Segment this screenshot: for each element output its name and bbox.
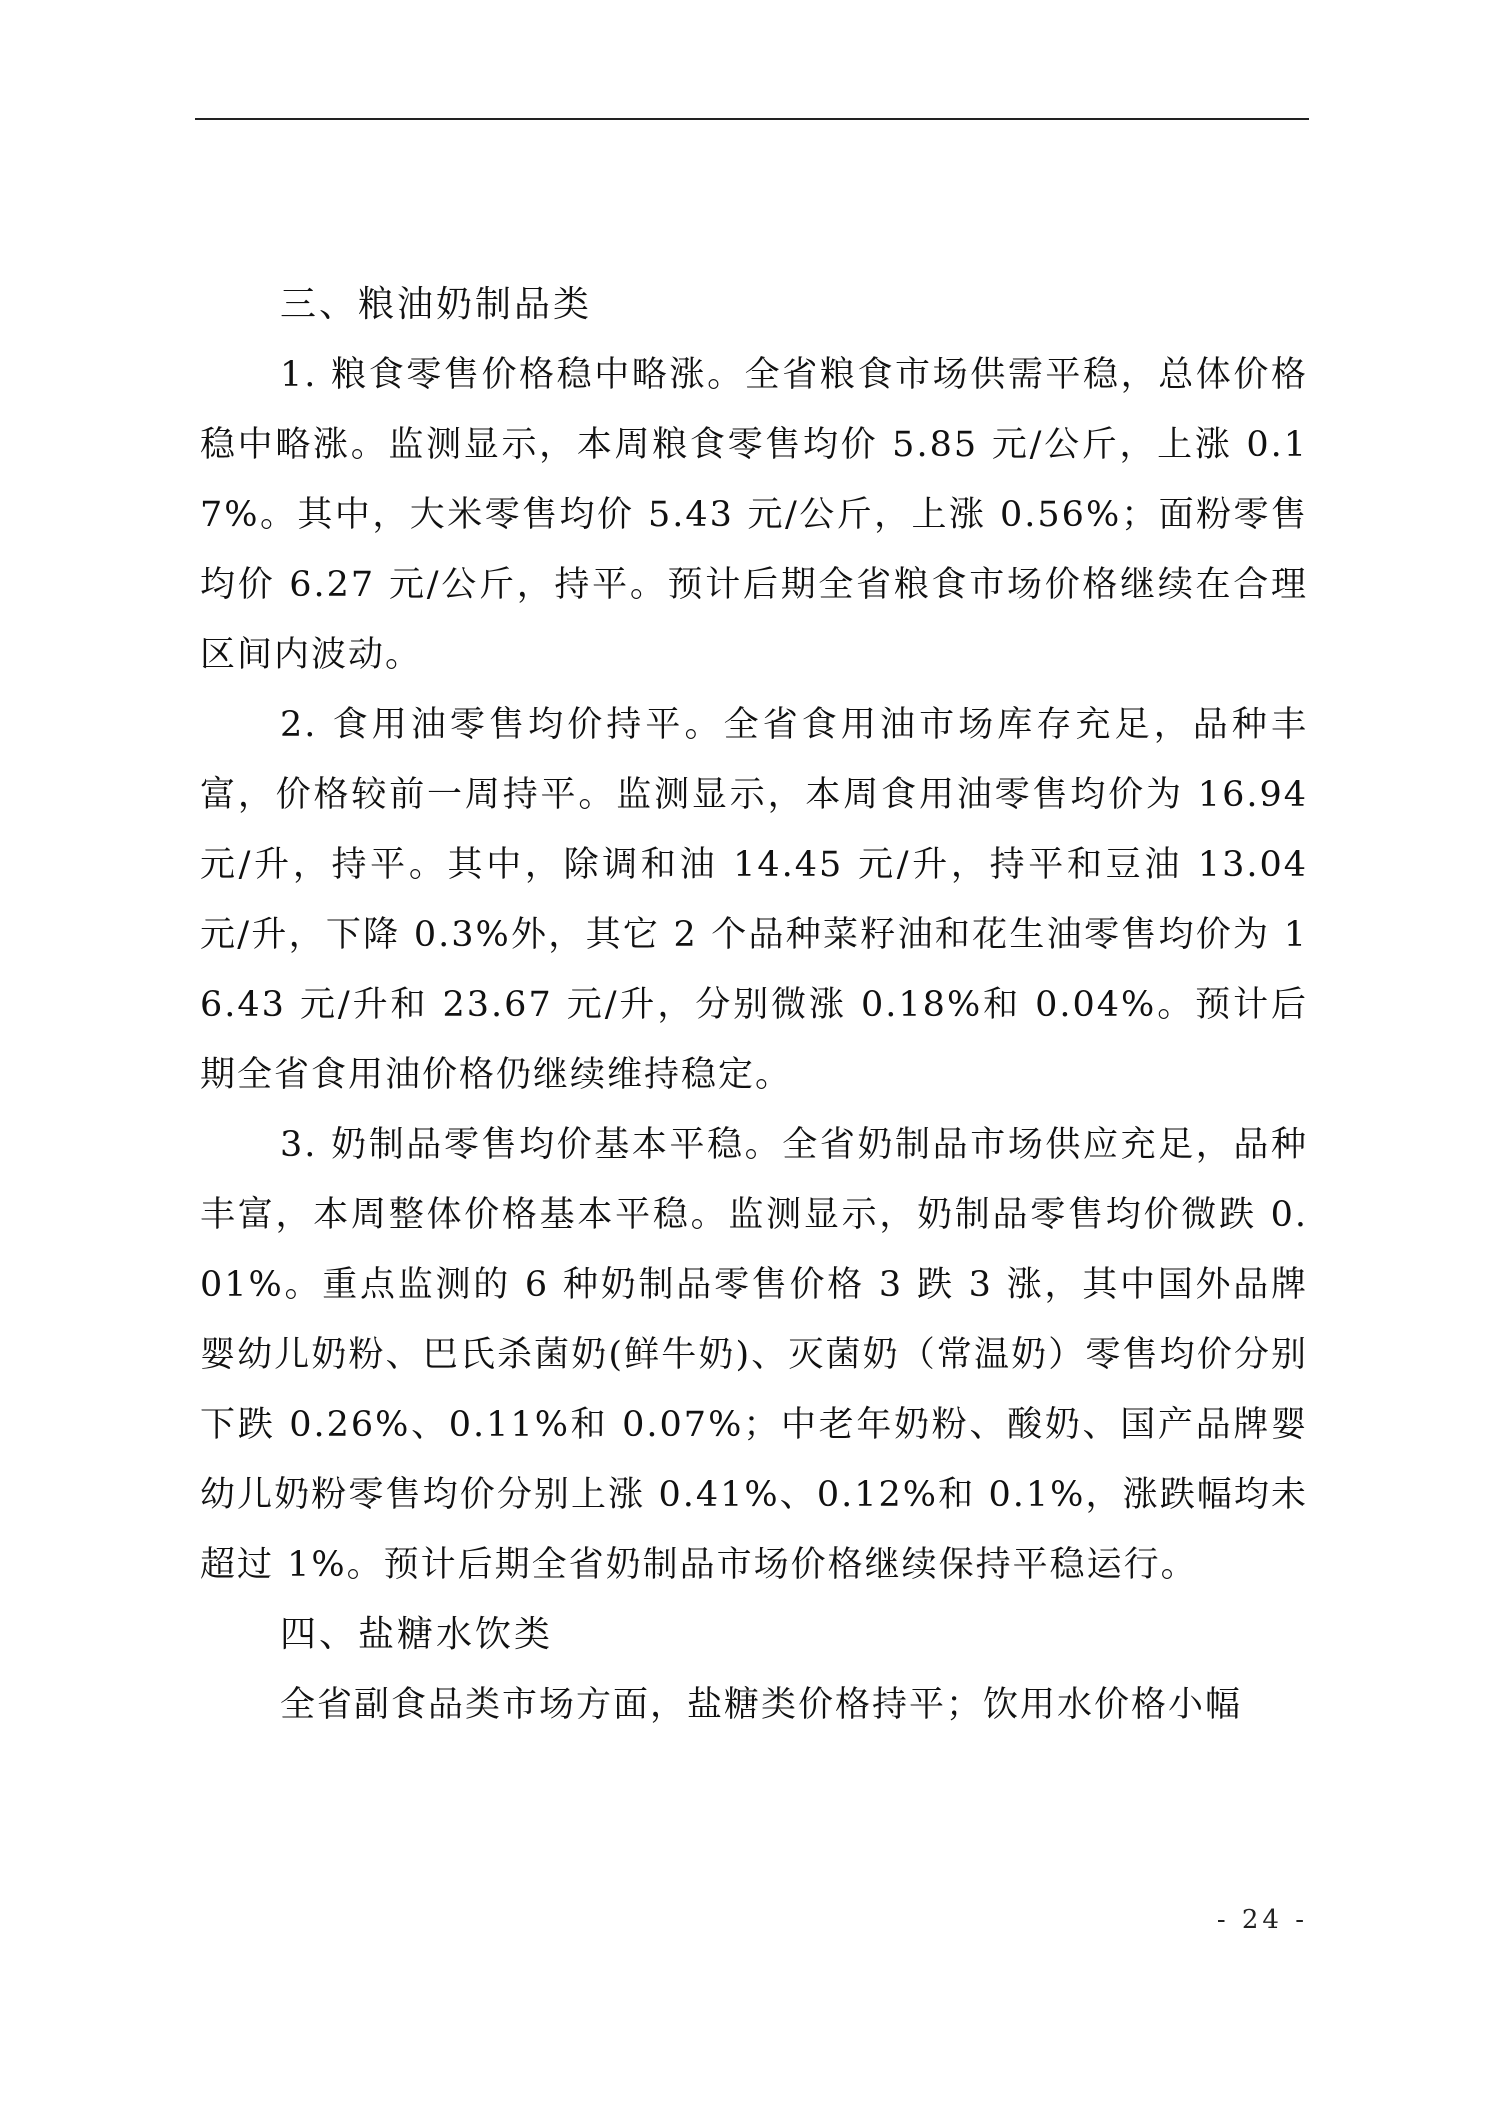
paragraph-non-staple-food: 全省副食品类市场方面，盐糖类价格持平；饮用水价格小幅: [280, 1685, 1243, 1725]
paragraph-dairy-prices: 3. 奶制品零售均价基本平稳。全省奶制品市场供应充足，品种丰富，本周整体价格基本平稳。监测显示，奶制品零售均价微跌 0.01%。重点监测的 6 种奶制品零售价格 3 跌 3 涨，其中国外品牌婴幼儿奶粉、巴氏杀菌奶(鲜牛奶)、灭菌奶（常温奶）零售均价分别下跌 0.26%、0.11%和 0.07%；中老年奶粉、酸奶、国产品牌婴幼儿奶粉零售均价分别上涨 0.41%、0.12%和 0.1%，涨跌幅均未超过 1%。预计后期全省奶制品市场价格继续保持平稳运行。: [200, 1125, 1308, 1585]
section-heading-salt-sugar-water: 四、盐糖水饮类: [280, 1614, 554, 1655]
header-rule: [195, 118, 1309, 120]
section-heading-grain-oil-dairy: 三、粮油奶制品类: [280, 284, 593, 325]
document-body: [200, 270, 1308, 1740]
paragraph-grain-prices: 1. 粮食零售价格稳中略涨。全省粮食市场供需平稳，总体价格稳中略涨。监测显示，本周粮食零售均价 5.85 元/公斤，上涨 0.17%。其中，大米零售均价 5.43 元/公斤，上涨 0.56%；面粉零售均价 6.27 元/公斤，持平。预计后期全省粮食市场价格继续在合理区间内波动。: [200, 355, 1308, 675]
paragraph-edible-oil-prices: 2. 食用油零售均价持平。全省食用油市场库存充足，品种丰富，价格较前一周持平。监测显示，本周食用油零售均价为 16.94 元/升，持平。其中，除调和油 14.45 元/升，持平和豆油 13.04 元/升，下降 0.3%外，其它 2 个品种菜籽油和花生油零售均价为 16.43 元/升和 23.67 元/升，分别微涨 0.18%和 0.04%。预计后期全省食用油价格仍继续维持稳定。: [200, 705, 1308, 1095]
page-number: - 24 -: [1216, 1905, 1308, 1935]
